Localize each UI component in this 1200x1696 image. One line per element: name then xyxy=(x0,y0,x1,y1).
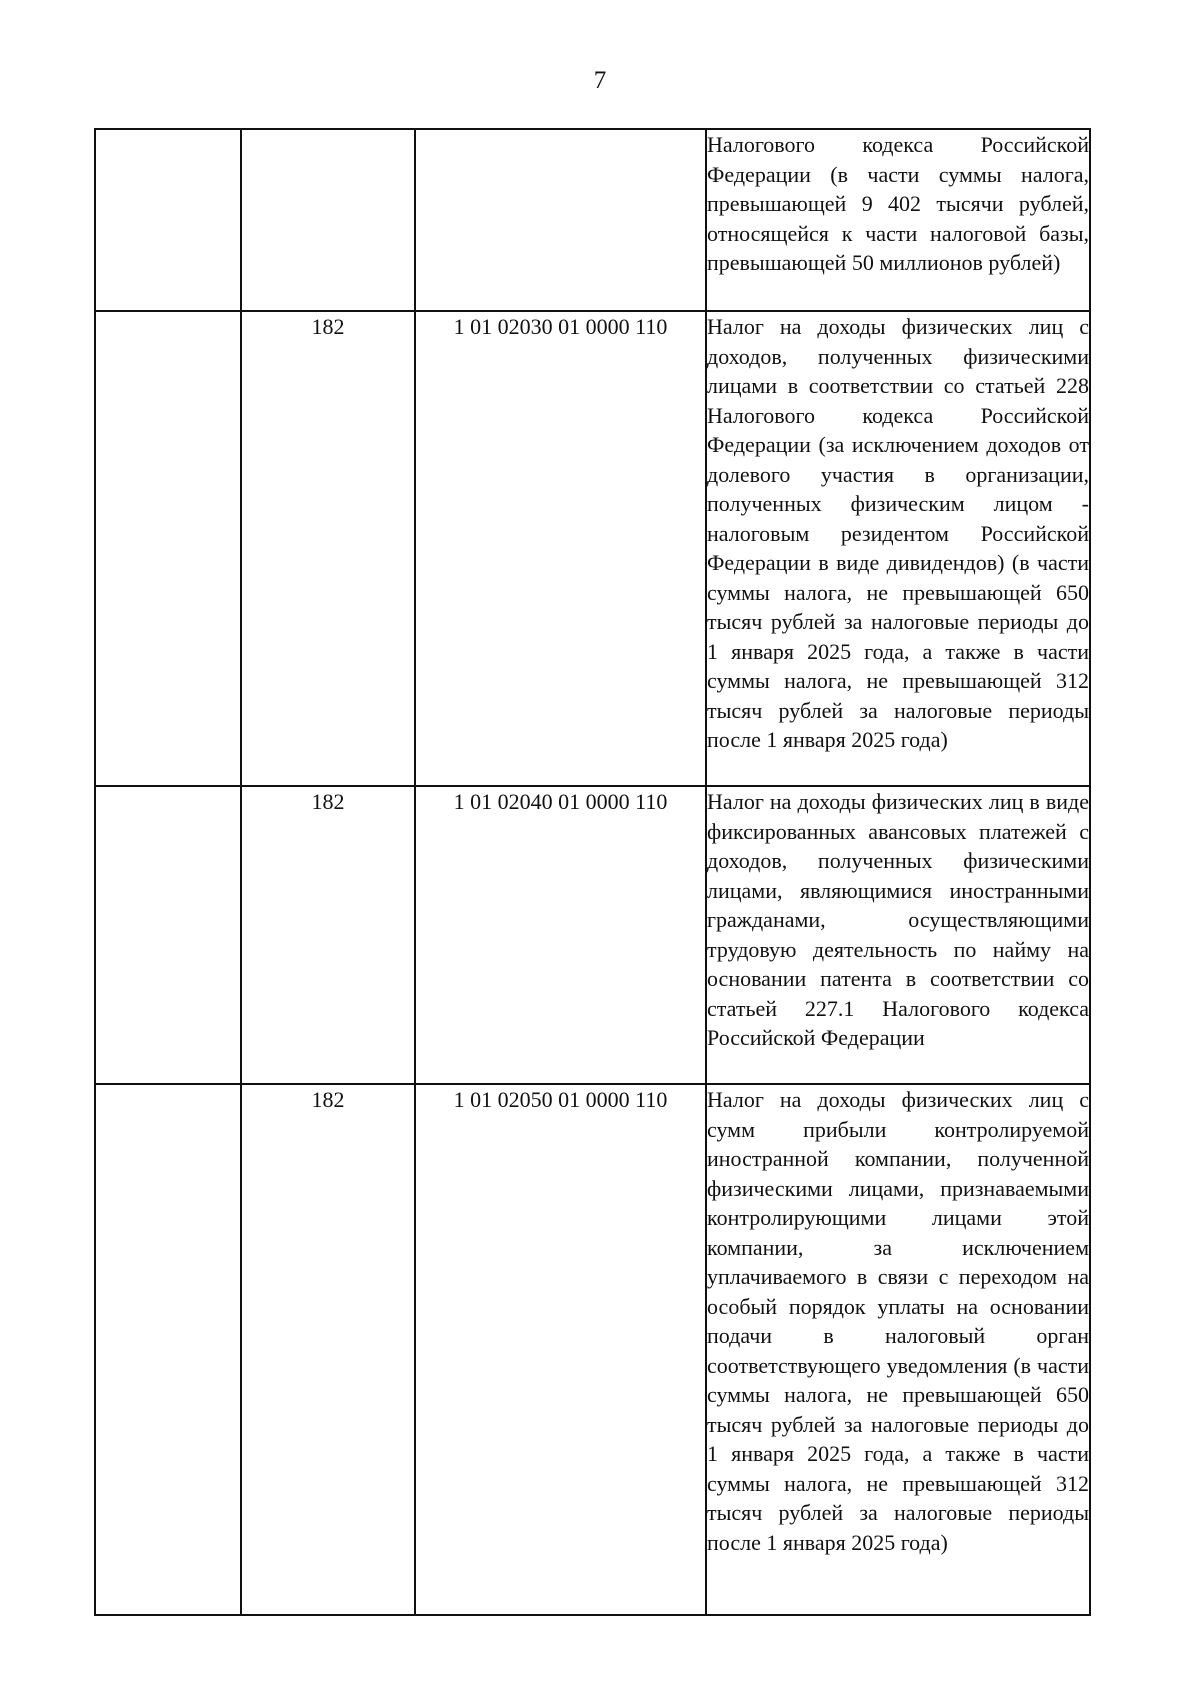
description-cell xyxy=(706,311,1090,786)
table-row xyxy=(95,129,1090,311)
table-row xyxy=(95,311,1090,786)
empty-cell xyxy=(95,1084,241,1615)
admin-code-cell xyxy=(241,129,415,311)
kbk-code-cell xyxy=(415,129,706,311)
page-number: 7 xyxy=(593,67,607,94)
empty-cell xyxy=(95,129,241,311)
description-cell xyxy=(706,1084,1090,1615)
admin-code-cell: 182 xyxy=(241,311,415,786)
kbk-code-cell: 1 01 02050 01 0000 110 xyxy=(415,1084,706,1615)
admin-code-cell: 182 xyxy=(241,1084,415,1615)
empty-cell xyxy=(95,786,241,1084)
table-row xyxy=(95,1084,1090,1615)
table-row xyxy=(95,786,1090,1084)
kbk-code-cell: 1 01 02040 01 0000 110 xyxy=(415,786,706,1084)
budget-classification-table xyxy=(94,128,1091,1616)
description-text: Налог на доходы физических лиц в виде фиксированных авансовых платежей с доходов, полученных физическими лицами, являющимися иностранными гражданами, осуществляющими трудовую деятельность по найму на основании патента в соответствии со статьей 227.1 Налогового кодекса Российской Федерации xyxy=(707,789,1089,1050)
description-text: Налог на доходы физических лиц с сумм прибыли контролируемой иностранной компании, полученной физическими лицами, признаваемыми контролирующими лицами этой компании, за исключением уплачиваемого в связи с переходом на особый порядок уплаты на основании подачи в налоговый орган соответствующего уведомления (в части суммы налога, не превышающей 650 тысяч рублей за налоговые периоды до 1 января 2025 года, а также в части суммы налога, не превышающей 312 тысяч рублей за налоговые периоды после 1 января 2025 года) xyxy=(707,1087,1089,1555)
description-text: Налог на доходы физических лиц с доходов, полученных физическими лицами в соответствии со статьей 228 Налогового кодекса Российской Федерации (за исключением доходов от долевого участия в организации, полученных физическим лицом - налоговым резидентом Российской Федерации в виде дивидендов) (в части суммы налога, не превышающей 650 тысяч рублей за налоговые периоды до 1 января 2025 года, а также в части суммы налога, не превышающей 312 тысяч рублей за налоговые периоды после 1 января 2025 года) xyxy=(707,314,1089,752)
empty-cell xyxy=(95,311,241,786)
description-cell xyxy=(706,129,1090,311)
admin-code-cell: 182 xyxy=(241,786,415,1084)
kbk-code-cell: 1 01 02030 01 0000 110 xyxy=(415,311,706,786)
description-text: Налогового кодекса Российской Федерации (в части суммы налога, превышающей 9 402 тысячи рублей, относящейся к части налоговой базы, превышающей 50 миллионов рублей) xyxy=(707,132,1089,275)
description-cell xyxy=(706,786,1090,1084)
